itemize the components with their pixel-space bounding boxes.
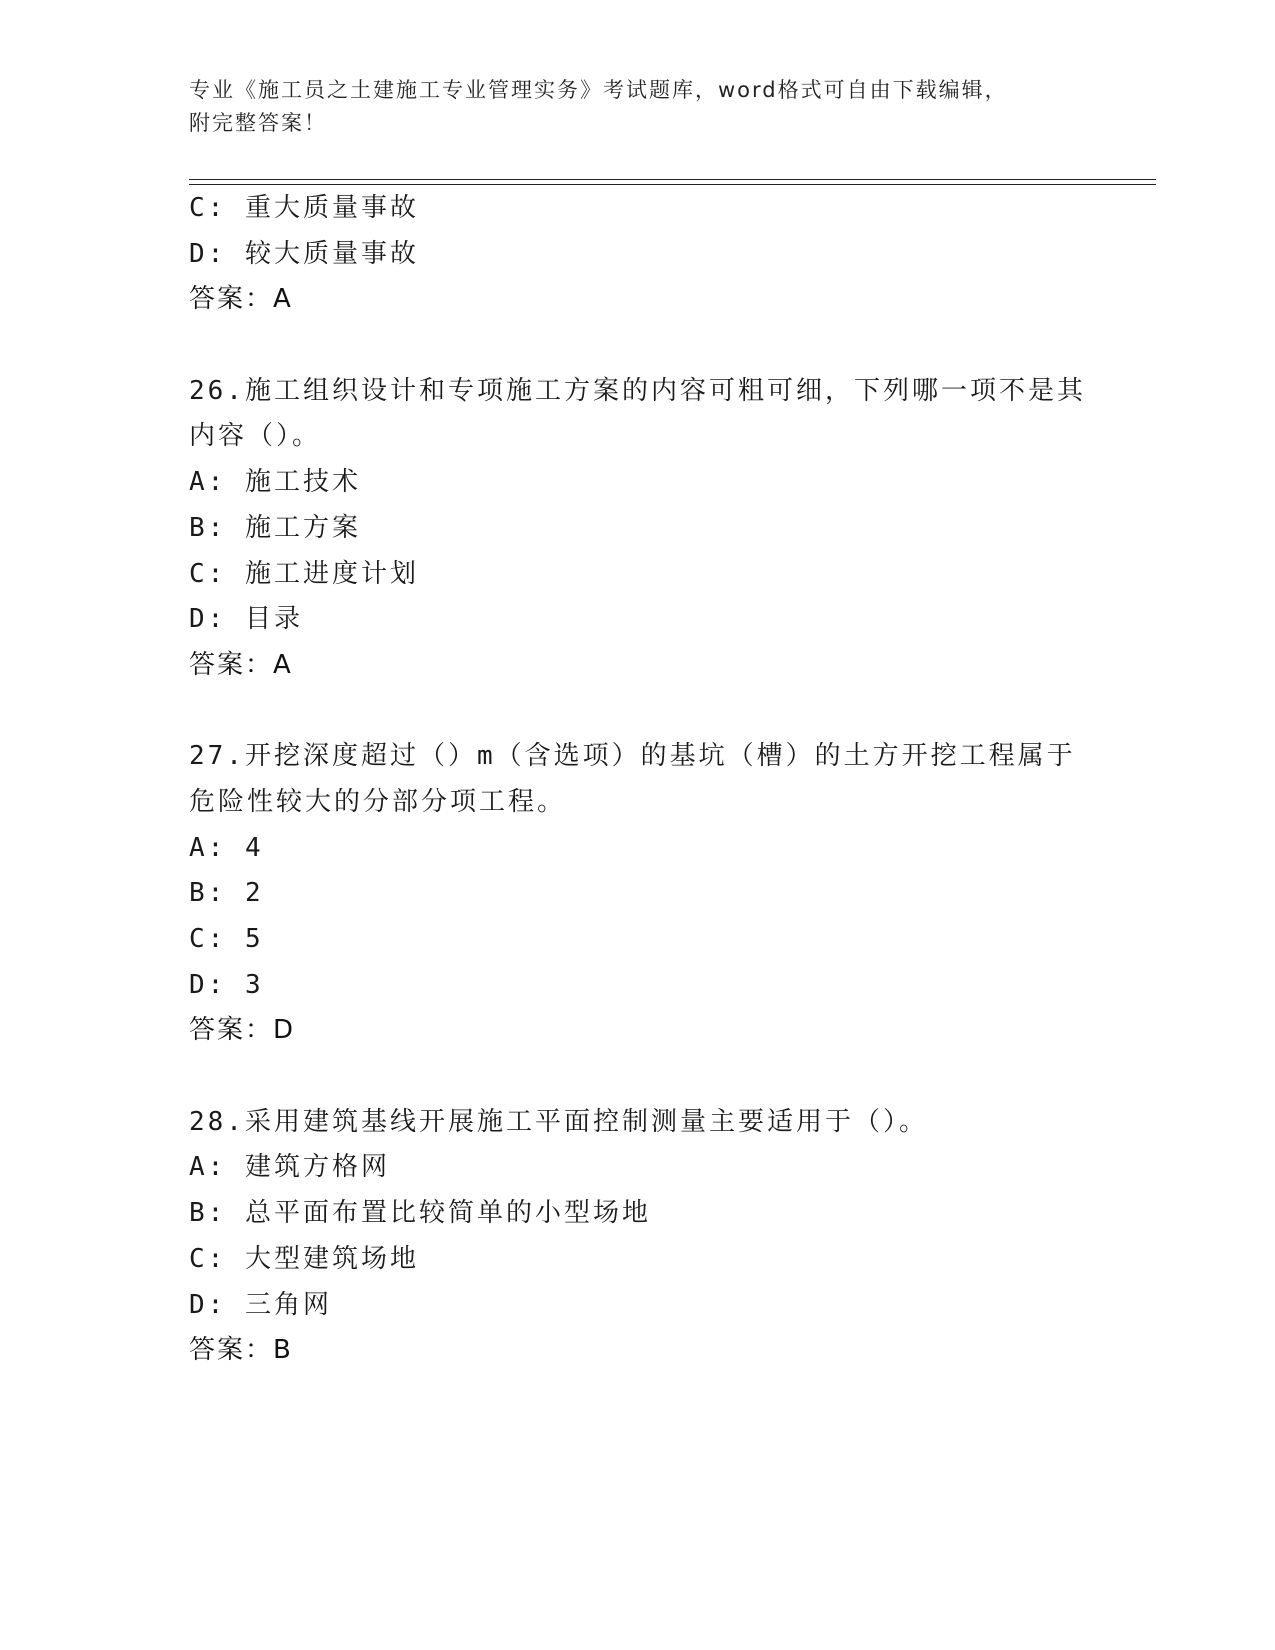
option-c: C: 5 (189, 924, 264, 954)
question-block-25 (189, 186, 1089, 323)
option-b: B: 2 (189, 878, 264, 909)
option-c: C: 大型建筑场地 (189, 1243, 419, 1274)
question-stem-line-1: 26.施工组织设计和专项施工方案的内容可粗可细，下列哪一项不是其 (189, 375, 1086, 406)
header-line-1: 专业《施工员之土建施工专业管理实务》考试题库，word格式可自由下载编辑， (189, 78, 1008, 102)
spacer (189, 323, 1089, 369)
document-header (189, 74, 1069, 140)
option-c: C: 重大质量事故 (189, 193, 419, 223)
option-a: A: 4 (189, 832, 264, 863)
answer-line: 答案：A (189, 649, 293, 680)
spacer (189, 689, 1089, 735)
question-list (189, 186, 1089, 1374)
option-b: B: 总平面布置比较简单的小型场地 (189, 1198, 651, 1229)
option-b: B: 施工方案 (189, 512, 361, 543)
option-d: D: 目录 (189, 604, 303, 635)
question-block-28 (189, 1100, 1089, 1374)
option-a: A: 施工技术 (189, 467, 361, 498)
header-rule-top (189, 179, 1156, 180)
question-block-26 (189, 369, 1089, 689)
option-d: D: 三角网 (189, 1289, 332, 1320)
answer-line: 答案：A (189, 284, 293, 315)
question-stem-line-2: 危险性较大的分部分项工程。 (189, 786, 567, 817)
header-line-2: 附完整答案！ (189, 111, 327, 135)
question-stem-line-1: 27.开挖深度超过（）m（含选项）的基坑（槽）的土方开挖工程属于 (189, 741, 1076, 772)
header-rule-bottom (189, 184, 1156, 185)
question-stem-line-2: 内容（）。 (189, 421, 322, 452)
answer-line: 答案：D (189, 1015, 296, 1046)
option-a: A: 建筑方格网 (189, 1152, 390, 1183)
spacer (189, 1054, 1089, 1100)
question-stem-line-1: 28.采用建筑基线开展施工平面控制测量主要适用于（）。 (189, 1106, 928, 1137)
option-d: D: 3 (189, 969, 264, 1000)
answer-line: 答案：B (189, 1335, 293, 1366)
question-block-27 (189, 734, 1089, 1054)
option-d: D: 较大质量事故 (189, 238, 419, 269)
option-c: C: 施工进度计划 (189, 558, 419, 589)
